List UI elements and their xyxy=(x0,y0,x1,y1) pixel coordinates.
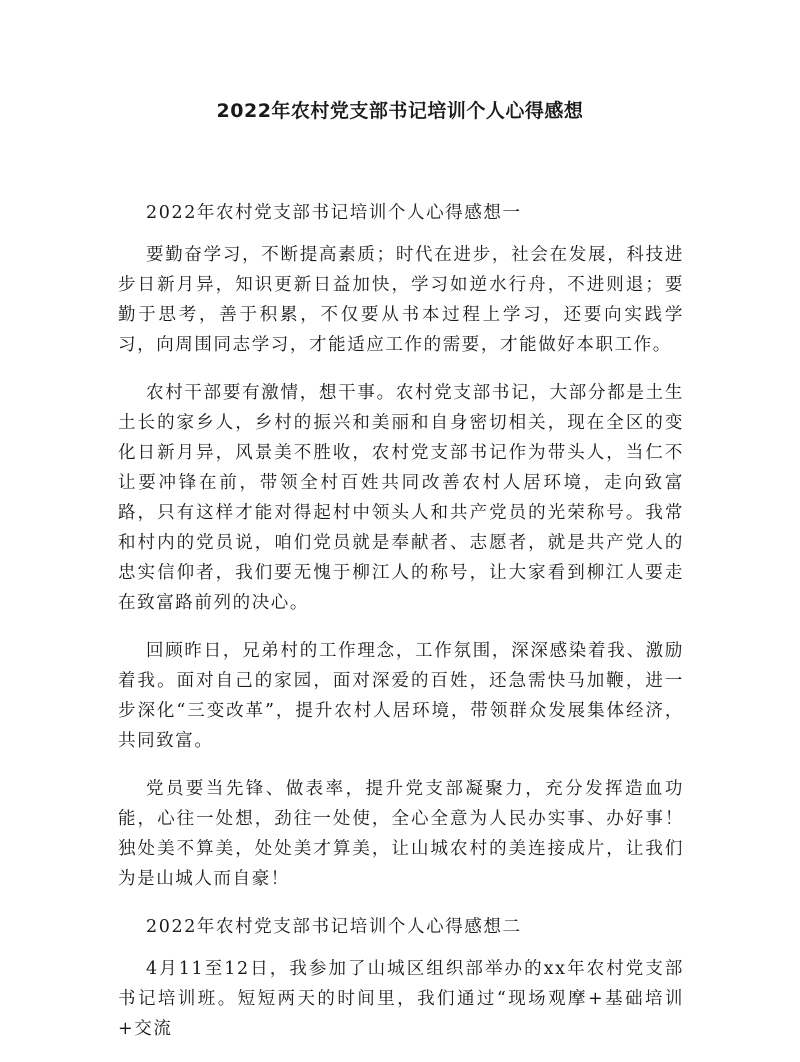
paragraph: 要勤奋学习，不断提高素质；时代在进步，社会在发展，科技进步日新月异，知识更新日益加快，学习如逆水行舟，不进则退；要勤于思考，善于积累，不仅要从书本过程上学习，还要向实践学习，向周围同志学习，才能适应工作的需要，才能做好本职工作。 xyxy=(118,245,684,355)
paragraph: 回顾昨日，兄弟村的工作理念，工作氛围，深深感染着我、激励着我。面对自己的家园，面对深爱的百姓，还急需快马加鞭，进一步深化“三变改革”，提升农村人居环境，带领群众发展集体经济，共同致富。 xyxy=(118,641,684,751)
paragraph: 党员要当先锋、做表率，提升党支部凝聚力，充分发挥造血功能，心往一处想，劲往一处使，全心全意为人民办实事、办好事！独处美不算美，处处美才算美，让山城农村的美连接成片，让我们为是山城人而自豪！ xyxy=(118,779,684,889)
document-title: 2022年农村党支部书记培训个人心得感想 xyxy=(216,100,584,122)
section-heading-1: 2022年农村党支部书记培训个人心得感想一 xyxy=(146,203,522,223)
paragraph: 农村干部要有激情，想干事。农村党支部书记，大部分都是土生土长的家乡人，乡村的振兴和美丽和自身密切相关，现在全区的变化日新月异，风景美不胜收，农村党支部书记作为带头人，当仁不让要冲锋在前，带领全村百姓共同改善农村人居环境，走向致富路，只有这样才能对得起村中领头人和共产党员的光荣称号。我常和村内的党员说，咱们党员就是奉献者、志愿者，就是共产党人的忠实信仰者，我们要无愧于柳江人的称号，让大家看到柳江人要走在致富路前列的决心。 xyxy=(118,383,684,613)
section-heading-2: 2022年农村党支部书记培训个人心得感想二 xyxy=(146,917,522,937)
paragraph: 4月11至12日，我参加了山城区组织部举办的xx年农村党支部书记培训班。短短两天的时间里，我们通过“现场观摩+基础培训+交流 xyxy=(118,959,684,1039)
document-body xyxy=(118,198,684,1062)
